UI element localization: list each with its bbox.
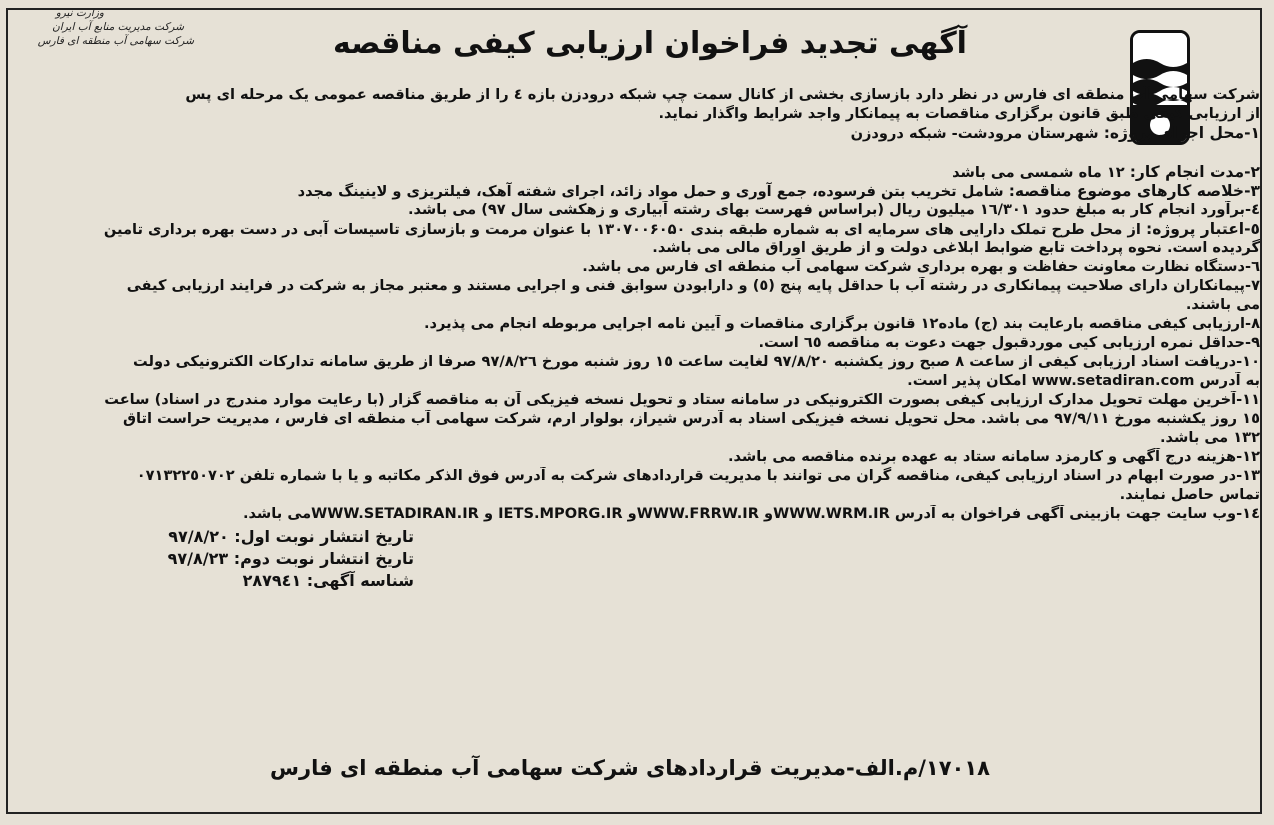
item-12: ۱۲-هزینه درج آگهی و کارمزد سامانه ستاد به عهده برنده مناقصه می باشد. xyxy=(727,448,1260,465)
item-8: ۸-ارزیابی کیفی مناقصه بارعایت بند (ج) ماده۱۲ قانون برگزاری مناقصات و آیین نامه اجرایی مربوطه انجام می پذیرد. xyxy=(424,315,1260,332)
item-3-label: ۳-خلاصه کارهای موضوع مناقصه: xyxy=(1008,182,1260,200)
item-1 xyxy=(140,124,1260,142)
item-6: ٦-دستگاه نظارت معاونت حفاظت و بهره برداری شرکت سهامی آب منطقه ای فارس می باشد. xyxy=(582,258,1260,275)
issuer-stamp-text: وزارت نیرو شرکت مدیریت منابع آب ایران شرکت سهامی آب منطقه ای فارس xyxy=(37,7,194,47)
notice-id: شناسه آگهی: ۲۸۷۹٤۱ xyxy=(242,571,414,590)
item-4-text: ٤-برآورد انجام کار به مبلغ حدود ۱٦/۳۰۱ میلیون ریال xyxy=(889,201,1260,218)
item-14 xyxy=(10,505,1260,523)
item-2-label: ۲-مدت انجام کار: xyxy=(1129,163,1260,181)
item-2 xyxy=(10,163,1260,181)
iets-link[interactable]: IETS.MPORG.IR xyxy=(498,505,623,522)
item-14-suffix: می باشد. xyxy=(242,505,312,522)
item-7-line-1: ۷-پیمانکاران دارای صلاحیت پیمانکاری در رشته آب با حداقل پایه پنج (٥) و دارابودن سوابق فنی و اجرایی مستند و معتبر مجاز به شرکت در فرایند ارزیابی کیفی xyxy=(126,277,1260,294)
item-10-suffix: امکان پذیر است. xyxy=(907,372,1032,389)
item-11-line-2: ۱٥ روز یکشنبه مورخ ۹۷/۹/۱۱ می باشد. محل تحویل نسخه فیزیکی اسناد به آدرس شیراز، بولوار ارم، شرکت سهامی آب منطقه ای فارس ، مدیریت حراست اتاق xyxy=(122,410,1260,427)
item-5-line-2: گردیده است. نحوه پرداخت تابع ضوابط ابلاغی دولت و از طریق اوراق مالی می باشد. xyxy=(652,239,1260,256)
item-1-text: شهرستان مرودشت- شبکه درودزن xyxy=(850,125,1104,142)
intro-line-1: شرکت سهامی آب منطقه ای فارس در نظر دارد بازسازی بخشی از کانال سمت چپ شبکه درودزن بازه ٤ را از طریق مناقصه عمومی یک مرحله ای پس xyxy=(185,86,1260,103)
frrw-link[interactable]: WWW.FRRW.IR xyxy=(636,505,759,522)
item-2-text: ۱۲ ماه شمسی می باشد xyxy=(952,164,1130,181)
publication-first-date: تاریخ انتشار نوبت اول: ۹۷/۸/۲۰ xyxy=(168,527,414,546)
item-14-prefix: ۱٤-وب سایت جهت بازبینی آگهی فراخوان به آدرس xyxy=(889,505,1260,522)
item-9: ۹-حداقل نمره ارزیابی کیی موردقبول جهت دعوت به مناقصه ٦٥ است. xyxy=(758,334,1260,351)
item-7-line-2: می باشند. xyxy=(1185,296,1260,313)
item-1-label: ۱-محل اجرای پروژه: xyxy=(1103,124,1260,142)
item-5-text: از محل طرح تملک دارایی های سرمایه ای به شماره طبقه بندی ۱۳۰۷۰۰۶۰۵۰ با عنوان مرمت و بازسازی تاسیسات آبی در دست بهره برداری تامین xyxy=(103,221,1147,238)
item-13-line-1: ۱۳-در صورت ابهام در اسناد ارزیابی کیفی، مناقصه گران می توانند با مدیریت قراردادهای شرکت به آدرس فوق الذکر مکاتبه و یا با شماره تلفن ۰۷۱۳۲۲٥۰۷۰۲ xyxy=(136,467,1260,484)
intro-line-2: از ارزیابی کیفی طبق قانون برگزاری مناقصات به پیمانکار واجد شرایط واگذار نماید. xyxy=(658,105,1260,122)
item-14-and-1: و xyxy=(758,505,774,522)
item-3-line-2: (براساس فهرست بهای رشته آبیاری و زهکشی سال ۹۷) می باشد. xyxy=(407,201,885,218)
item-5-line-1 xyxy=(10,220,1260,238)
item-4 xyxy=(10,201,1260,219)
notice-title: آگهی تجدید فراخوان ارزیابی کیفی مناقصه xyxy=(333,26,967,61)
item-14-and-2: و xyxy=(622,505,637,522)
item-14-and-3: و xyxy=(478,505,499,522)
setadiran-ir-link[interactable]: WWW.SETADIRAN.IR xyxy=(311,505,479,522)
publication-second-date: تاریخ انتشار نوبت دوم: ۹۷/۸/۲۳ xyxy=(167,549,414,568)
item-3-line-1 xyxy=(10,182,1260,200)
item-3-text: شامل تخریب بتن فرسوده، جمع آوری و حمل مواد زائد، اجرای شفته آهک، فیلتریزی و لاینینگ مجدد xyxy=(297,183,1009,200)
item-10-prefix: به آدرس xyxy=(1194,372,1260,389)
item-11-line-3: ۱۳۲ می باشد. xyxy=(1160,429,1260,446)
item-11-line-1: ۱۱-آخرین مهلت تحویل مدارک ارزیابی کیفی بصورت الکترونیکی در سامانه ستاد و تحویل نسخه فیزیکی آن به مناقصه گزار (با رعایت موارد مندرج در اسناد) ساعت xyxy=(104,391,1260,408)
item-5-label: ٥-اعتبار پروژه: xyxy=(1146,220,1260,238)
setadiran-link[interactable]: www.setadiran.com xyxy=(1031,372,1195,389)
wrm-link[interactable]: WWW.WRM.IR xyxy=(773,505,890,522)
notice-footer: ۱۷۰۱۸/م.الف-مدیریت قراردادهای شرکت سهامی آب منطقه ای فارس xyxy=(270,756,990,780)
item-13-line-2: تماس حاصل نمایند. xyxy=(1119,486,1260,503)
item-10-line-1: ۱۰-دریافت اسناد ارزیابی کیفی از ساعت ۸ صبح روز یکشنبه ۹۷/۸/۲۰ لغایت ساعت ۱٥ روز شنبه مورخ ۹۷/۸/۲٦ صرفا از طریق سامانه تدارکات الکترونیکی دولت xyxy=(133,353,1260,370)
item-10-line-2 xyxy=(10,372,1260,390)
